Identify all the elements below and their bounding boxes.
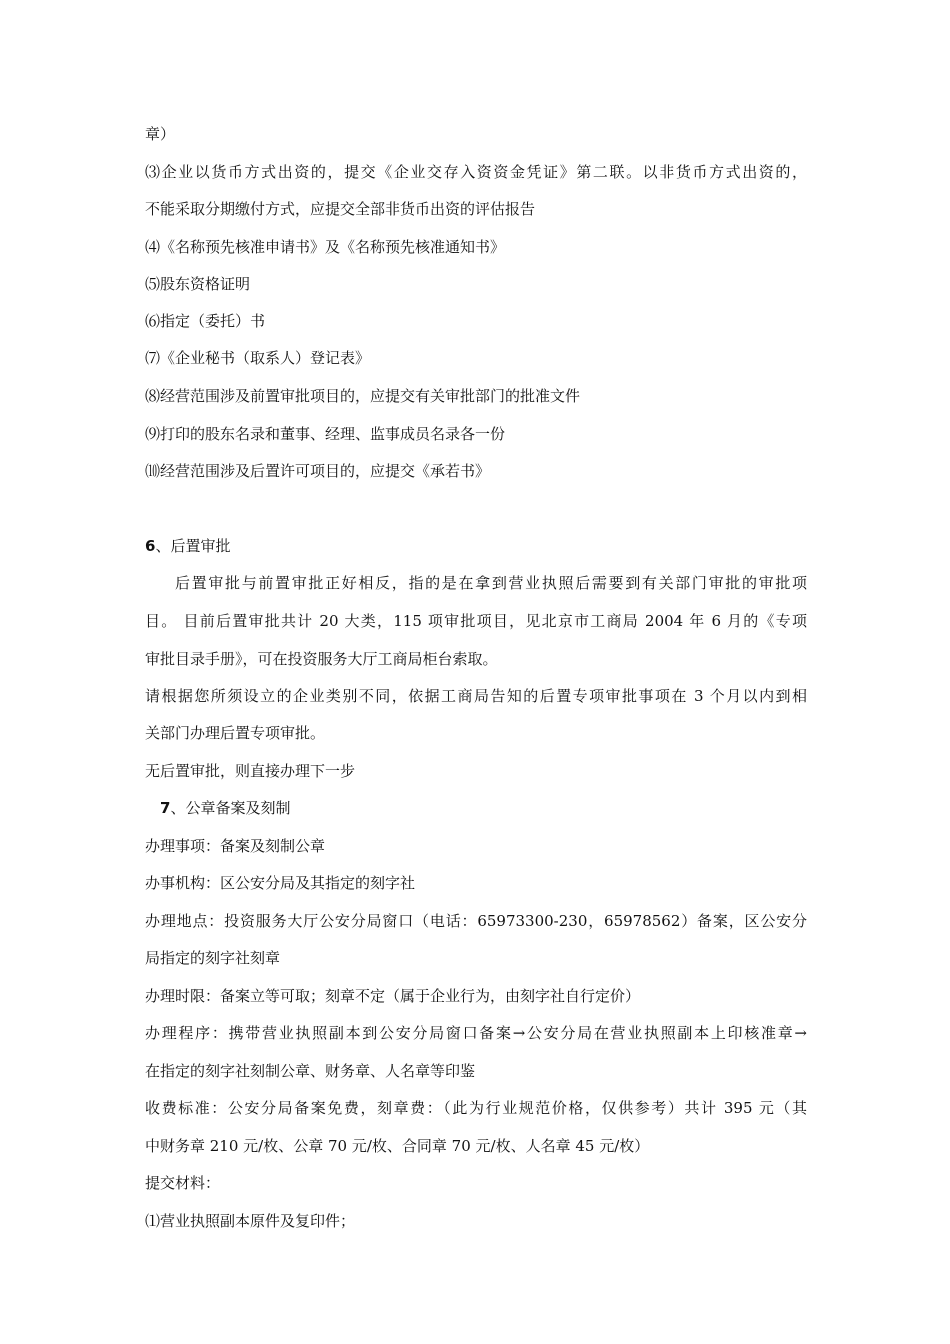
text-line: ⑶企业以货币方式出资的，提交《企业交存入资资金凭证》第二联。以非货币方式出资的，	[145, 163, 807, 181]
text-line: ⑽经营范围涉及后置许可项目的，应提交《承若书》	[145, 462, 491, 480]
text-line: 提交材料：	[145, 1174, 221, 1192]
text-line: 审批目录手册》，可在投资服务大厅工商局柜台索取。	[145, 650, 498, 668]
text-line: 关部门办理后置专项审批。	[145, 724, 326, 742]
text-line: 办理时限：备案立等可取；刻章不定（属于企业行为，由刻字社自行定价）	[145, 987, 641, 1005]
text-line: 办理程序：携带营业执照副本到公安分局窗口备案→公安分局在营业执照副本上印核准章→	[145, 1024, 807, 1042]
text-line: 收费标准：公安分局备案免费，刻章费：（此为行业规范价格，仅供参考）共计 395 元（其	[145, 1099, 807, 1117]
text-line: ⑻经营范围涉及前置审批项目的，应提交有关审批部门的批准文件	[145, 387, 581, 405]
text-line: ⑸股东资格证明	[145, 275, 251, 293]
text-line: 中财务章 210 元/枚、公章 70 元/枚、合同章 70 元/枚、人名章 45 元/枚）	[145, 1137, 650, 1155]
section-title: 、后置审批	[155, 537, 231, 555]
section-title: 、公章备案及刻制	[170, 799, 291, 817]
text-line: 章）	[145, 125, 176, 143]
text-line: ⑷《名称预先核准申请书》及《名称预先核准通知书》	[145, 238, 506, 256]
text-line: ⑴营业执照副本原件及复印件；	[145, 1212, 356, 1230]
text-line: 办事机构：区公安分局及其指定的刻字社	[145, 874, 416, 892]
text-line: ⑼打印的股东名录和董事、经理、监事成员名录各一份	[145, 425, 506, 443]
text-line: 在指定的刻字社刻制公章、财务章、人名章等印鉴	[145, 1062, 476, 1080]
text-line: 不能采取分期缴付方式，应提交全部非货币出资的评估报告	[145, 200, 536, 218]
section-heading	[145, 536, 230, 556]
text-line: 目。 目前后置审批共计 20 大类，115 项审批项目，见北京市工商局 2004 年 6 月的《专项	[145, 612, 807, 630]
text-line: ⑹指定（委托）书	[145, 312, 266, 330]
section-number: 7	[160, 799, 171, 817]
text-line: 办理事项：备案及刻制公章	[145, 837, 326, 855]
text-line: 后置审批与前置审批正好相反，指的是在拿到营业执照后需要到有关部门审批的审批项	[175, 574, 807, 592]
text-line: 无后置审批，则直接办理下一步	[145, 762, 356, 780]
section-heading	[160, 798, 290, 818]
section-number: 6	[145, 537, 156, 555]
text-line: 请根据您所须设立的企业类别不同，依据工商局告知的后置专项审批事项在 3 个月以内到相	[145, 687, 807, 705]
text-line: 办理地点：投资服务大厅公安分局窗口（电话：65973300-230，65978562）备案，区公安分	[145, 912, 807, 930]
text-line: 局指定的刻字社刻章	[145, 949, 281, 967]
text-line: ⑺《企业秘书（取系人）登记表》	[145, 349, 371, 367]
